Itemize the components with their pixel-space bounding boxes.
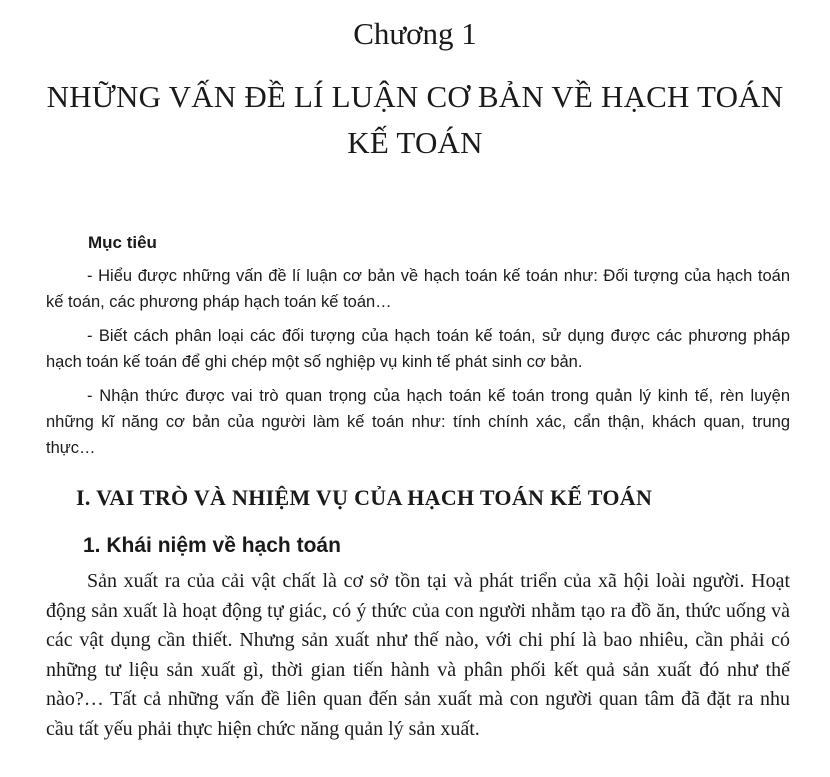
- chapter-label: Chương 1: [353, 16, 477, 51]
- objectives-list: [46, 263, 790, 469]
- body-paragraph: Sản xuất ra của cải vật chất là cơ sở tồn tại và phát triển của xã hội loài người. Hoạt động sản xuất là hoạt động tự giác, có ý thức của con người nhằm tạo ra đồ ăn, thức uống và các vật dụng cần thiết. Nhưng sản xuất như thế nào, với chi phí là bao nhiêu, cần phải có những tư liệu sản xuất gì, thời gian tiến hành và phân phối kết quả sản xuất đó như thế nào?… Tất cả những vấn đề liên quan đến sản xuất mà con người quan tâm đã đặt ra nhu cầu tất yếu phải thực hiện chức năng quản lý sản xuất.: [46, 570, 790, 740]
- objective-item: - Biết cách phân loại các đối tượng của hạch toán kế toán, sử dụng được các phương pháp hạch toán kế toán để ghi chép một số nghiệp vụ kinh tế phát sinh cơ bản.: [46, 327, 790, 371]
- objectives-heading: Mục tiêu: [88, 233, 157, 252]
- section-heading: I. VAI TRÒ VÀ NHIỆM VỤ CỦA HẠCH TOÁN KẾ TOÁN: [76, 485, 653, 510]
- body-paragraph-container: [46, 567, 790, 744]
- chapter-title: NHỮNG VẤN ĐỀ LÍ LUẬN CƠ BẢN VỀ HẠCH TOÁN KẾ TOÁN: [46, 79, 784, 160]
- objective-item: - Nhận thức được vai trò quan trọng của hạch toán kế toán trong quản lý kinh tế, rèn luyện những kĩ năng cơ bản của người làm kế toán như: tính chính xác, cẩn thận, khách quan, trung thực…: [46, 387, 790, 457]
- subsection-heading: 1. Khái niệm về hạch toán: [83, 534, 341, 557]
- objective-item: - Hiểu được những vấn đề lí luận cơ bản về hạch toán kế toán như: Đối tượng của hạch toán kế toán, các phương pháp hạch toán kế toán…: [46, 267, 790, 311]
